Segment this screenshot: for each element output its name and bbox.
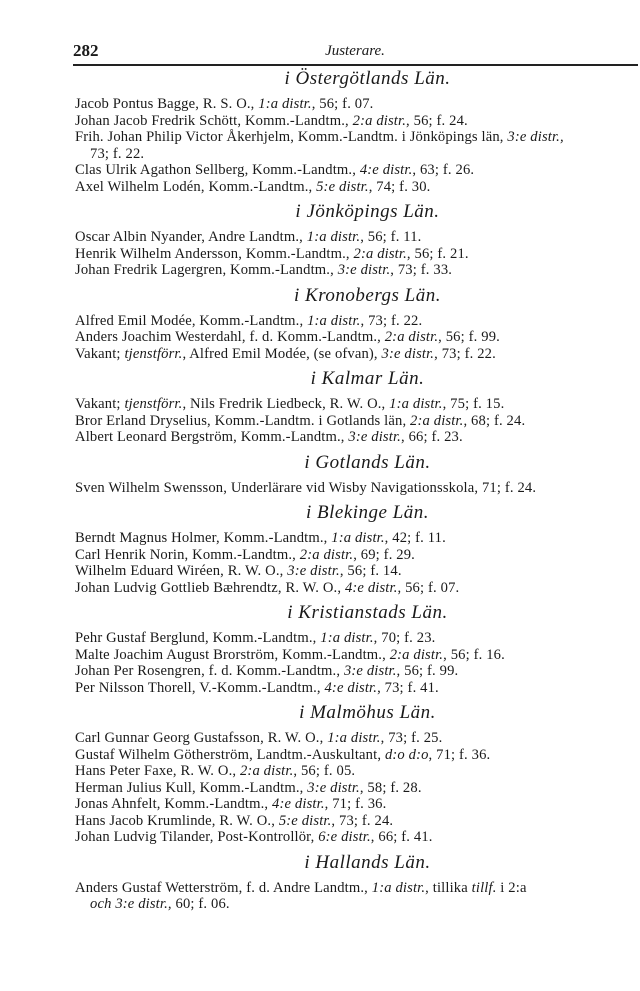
entry-continuation <box>75 146 640 163</box>
entry-text: , 69; f. 29. <box>353 546 415 563</box>
entry-text: Herman Julius Kull, Komm.-Landtm., <box>75 779 308 796</box>
entry-text: , 56; f. 07. <box>311 96 374 112</box>
entry-text: Malte Joachim August Brorström, Komm.-Landtm., <box>75 646 390 663</box>
entry-text: , 56; f. 21. <box>406 245 469 262</box>
entry-text: , 68; f. 24. <box>463 412 526 429</box>
entry-text: , 73; f. 22. <box>360 312 423 329</box>
entry-continuation <box>75 896 640 913</box>
entry-text: , 66; f. 23. <box>400 429 463 445</box>
entry <box>75 647 640 664</box>
entry-italic-text: 1:a distr. <box>331 530 385 546</box>
entry-italic-text: 3:e distr. <box>337 262 391 278</box>
entry <box>75 229 640 246</box>
entry-text: , Nils Fredrik Liedbeck, R. W. O., <box>182 396 390 412</box>
entry <box>75 763 640 780</box>
section-heading: i Jönköpings Län. <box>295 201 440 222</box>
entry-italic-text: 2:a distr. <box>352 112 407 129</box>
entry-text: Vakant; <box>75 396 125 412</box>
entry-italic-text: 1:a distr. <box>320 630 374 646</box>
entry <box>75 96 640 113</box>
entry-italic-text: 2:a distr. <box>239 763 294 779</box>
entry-italic-text: tillf. <box>471 879 497 896</box>
entry-italic-text: 4:e distr. <box>359 162 413 178</box>
entry-italic-text: 2:a distr. <box>384 329 439 345</box>
entry <box>75 329 640 346</box>
entry-italic-text: 2:a distr. <box>353 245 407 262</box>
entry-text: , 56; f. 07. <box>397 579 460 596</box>
entry-text: Johan Per Rosengren, f. d. Komm.-Landtm., <box>75 663 344 679</box>
entry-text: , 73; f. 33. <box>390 262 453 278</box>
entry <box>75 396 640 413</box>
section-heading: i Hallands Län. <box>304 851 431 873</box>
entry-text: Alfred Emil Modée, Komm.-Landtm., <box>75 312 308 329</box>
entry <box>75 747 640 764</box>
entry-italic-text: 3:e distr. <box>343 663 397 679</box>
entry-text: , 74; f. 30. <box>368 178 431 195</box>
entry-text: 73; f. 22. <box>90 145 145 162</box>
section-heading: i Gotlands Län. <box>304 451 431 473</box>
entry-italic-text: 1:a distr. <box>327 730 381 746</box>
entry-italic-text: 4:e distr. <box>272 796 325 812</box>
entry-text: 60; f. 06. <box>171 896 230 912</box>
entry-text: , 56; f. 99. <box>438 329 500 345</box>
entry <box>75 630 640 647</box>
entry-text: , 73; f. 22. <box>434 345 496 362</box>
entry-text: Hans Jacob Krumlinde, R. W. O., <box>75 812 279 829</box>
entry-text: , 73; f. 41. <box>377 679 439 696</box>
entry-italic-text: tjenstförr. <box>124 396 183 412</box>
entry-text: Anders Joachim Westerdahl, f. d. Komm.-Landtm., <box>75 329 385 345</box>
entry-italic-text: 1:a distr. <box>306 229 361 245</box>
entry-text: Johan Jacob Fredrik Schött, Komm.-Landtm., <box>75 112 353 129</box>
entry-italic-text: 1:a distr. <box>307 312 361 329</box>
entry-text: , tillika <box>425 879 472 896</box>
entry <box>75 480 640 497</box>
entry-text: Vakant; <box>75 345 125 362</box>
entry-text: , 56; f. 16. <box>443 646 505 663</box>
entry-text: Frih. Johan Philip Victor Åkerhjelm, Komm.-Landtm. i Jönköpings län, <box>75 129 508 145</box>
entry <box>75 663 640 680</box>
entry <box>75 113 640 130</box>
entry <box>75 547 640 564</box>
entry-text: , 56; f. 11. <box>360 229 422 245</box>
entry <box>75 730 640 747</box>
entry <box>75 680 640 697</box>
section-heading: i Kalmar Län. <box>310 368 425 389</box>
entry-text: , 56; f. 99. <box>396 663 459 679</box>
entry-italic-text: 2:a distr. <box>410 412 464 429</box>
entry-italic-text: 4:e distr. <box>324 679 378 696</box>
entry-italic-text: 3:e distr. <box>348 429 401 445</box>
entry <box>75 530 640 547</box>
entry <box>75 246 640 263</box>
entry <box>75 429 640 446</box>
entry-italic-text: 5:e distr. <box>316 178 369 195</box>
entry-italic-text: 6:e distr. <box>318 829 371 845</box>
entry-text: Anders Gustaf Wetterström, f. d. Andre Landtm., <box>75 879 372 896</box>
entry-text: i 2:a <box>496 879 527 896</box>
entry-text: Johan Ludvig Tilander, Post-Kontrollör, <box>75 829 319 845</box>
entry <box>75 129 640 162</box>
entry-text: Per Nilsson Thorell, V.-Komm.-Landtm., <box>75 679 325 696</box>
entry-text: Henrik Wilhelm Andersson, Komm.-Landtm., <box>75 245 354 262</box>
entry <box>75 162 640 179</box>
entry-italic-text: 2:a distr. <box>299 546 354 563</box>
entry-italic-text: 1:a distr. <box>389 396 443 412</box>
entry-text: Hans Peter Faxe, R. W. O., <box>75 763 240 779</box>
entry-italic-text: och 3:e distr., <box>90 896 172 912</box>
entry-text: , 71; f. 36. <box>428 746 491 763</box>
entry <box>75 563 640 580</box>
entry-text: Pehr Gustaf Berglund, Komm.-Landtm., <box>75 630 321 646</box>
section-heading: i Östergötlands Län. <box>284 68 451 89</box>
entry-text: Albert Leonard Bergström, Komm.-Landtm., <box>75 429 349 445</box>
entry-italic-text: 2:a distr. <box>389 646 444 663</box>
section-heading: i Kristianstads Län. <box>287 602 448 623</box>
entry-text: , 70; f. 23. <box>373 630 436 646</box>
entry-text: Jacob Pontus Bagge, R. S. O., <box>75 96 259 112</box>
entry-text: Berndt Magnus Holmer, Komm.-Landtm., <box>75 530 332 546</box>
entry-text: , 56; f. 24. <box>406 112 468 129</box>
section-heading: i Blekinge Län. <box>305 502 430 523</box>
entry-text: Wilhelm Eduard Wiréen, R. W. O., <box>75 563 288 579</box>
entry-italic-text: 3:e distr., <box>507 129 564 145</box>
section-heading: i Kronobergs Län. <box>294 284 441 306</box>
entry-text: Johan Ludvig Gottlieb Bæhrendtz, R. W. O., <box>75 579 345 596</box>
entry-text: Jonas Ahnfelt, Komm.-Landtm., <box>75 796 273 812</box>
entry-italic-text: tjenstförr. <box>124 345 183 362</box>
entry <box>75 880 640 913</box>
entry-text: , 73; f. 25. <box>380 730 443 746</box>
entry-text: , 42; f. 11. <box>384 530 446 546</box>
entry-italic-text: 3:e distr. <box>307 779 360 796</box>
entry <box>75 829 640 846</box>
entry-italic-text: 5:e distr. <box>278 812 332 829</box>
entry-text: Clas Ulrik Agathon Sellberg, Komm.-Landtm., <box>75 162 360 178</box>
entry-text: , 66; f. 41. <box>370 829 433 845</box>
entry-text: Axel Wilhelm Lodén, Komm.-Landtm., <box>75 178 317 195</box>
entry-text: , 73; f. 24. <box>331 812 394 829</box>
page-number: 282 <box>73 41 99 60</box>
entry-text: Bror Erland Dryselius, Komm.-Landtm. i Gotlands län, <box>75 412 411 429</box>
section-heading: i Malmöhus Län. <box>299 702 436 723</box>
entry-italic-text: 3:e distr. <box>287 563 340 579</box>
entry-text: Carl Gunnar Georg Gustafsson, R. W. O., <box>75 730 328 746</box>
page-content <box>75 62 640 913</box>
entry <box>75 413 640 430</box>
entry-text: Oscar Albin Nyander, Andre Landtm., <box>75 229 307 245</box>
entry-text: Johan Fredrik Lagergren, Komm.-Landtm., <box>75 262 338 278</box>
entry <box>75 580 640 597</box>
running-title: Justerare. <box>325 43 385 59</box>
entry <box>75 780 640 797</box>
entry-text: , Alfred Emil Modée, (se ofvan), <box>182 345 382 362</box>
entry-text: , 56; f. 14. <box>339 563 402 579</box>
entry <box>75 179 640 196</box>
entry-text: Gustaf Wilhelm Götherström, Landtm.-Auskultant, <box>75 746 385 763</box>
entry-text: , 71; f. 36. <box>324 796 387 812</box>
entry-italic-text: 1:a distr. <box>371 879 426 896</box>
entry-text: Carl Henrik Norin, Komm.-Landtm., <box>75 546 300 563</box>
entry <box>75 262 640 279</box>
entry-italic-text: 3:e distr. <box>381 345 435 362</box>
entry-text: , 75; f. 15. <box>442 396 505 412</box>
entry-italic-text: d:o d:o <box>384 746 429 763</box>
entry <box>75 813 640 830</box>
entry-text: , 63; f. 26. <box>412 162 475 178</box>
entry <box>75 346 640 363</box>
entry <box>75 313 640 330</box>
entry-text: , 58; f. 28. <box>359 779 422 796</box>
entry-text: , 56; f. 05. <box>293 763 356 779</box>
entry <box>75 796 640 813</box>
entry-italic-text: 4:e distr. <box>344 579 398 596</box>
entry-text: Sven Wilhelm Swensson, Underlärare vid Wisby Navigationsskola, 71; f. 24. <box>75 479 537 496</box>
entry-italic-text: 1:a distr. <box>258 96 312 112</box>
